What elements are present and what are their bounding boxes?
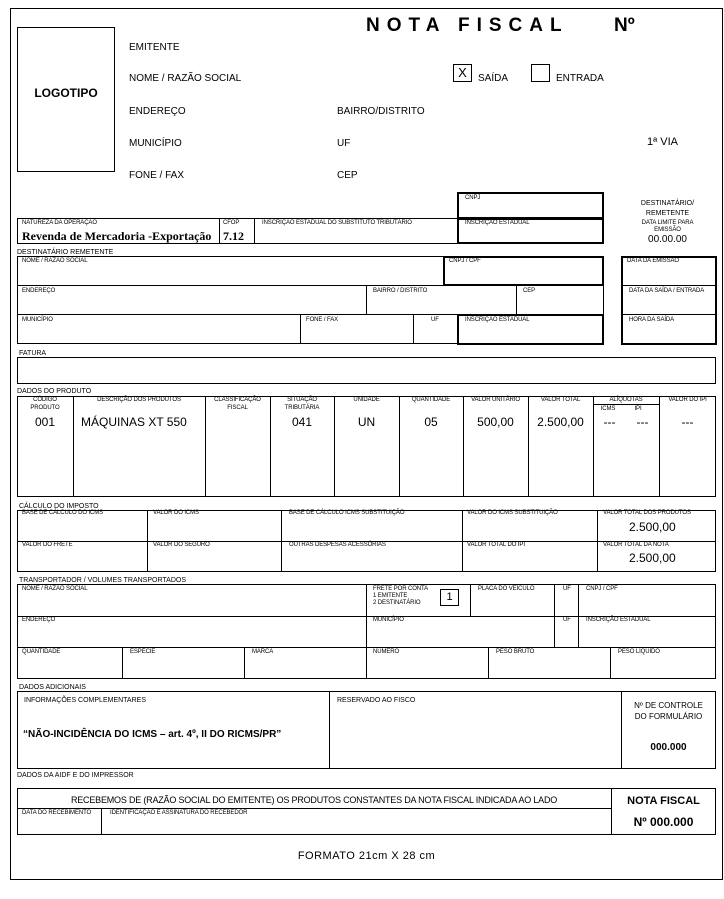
recibo-text: RECEBEMOS DE (RAZÃO SOCIAL DO EMITENTE) OS PRODUTOS CONSTANTES DA NOTA FISCAL INDICADA AO LADO [70,795,558,805]
emitente-municipio-label: MUNICÍPIO [129,138,182,149]
col-icms: ICMS [600,406,616,412]
frete-conta-1: FRETE POR CONTA [373,586,429,592]
dest-cep-label: CEP [523,288,536,294]
dest-municipio-label: MUNICÍPIO [22,317,53,323]
frete-conta-3: 2 DESTINATÁRIO [373,600,421,606]
saida-check-mark: X [458,65,467,80]
controle-label-2: DO FORMULÁRIO [634,712,703,721]
info-compl-label: INFORMAÇÕES COMPLEMENTARES [24,697,146,704]
col-aliquotas: ALÍQUOTAS [609,397,643,403]
col-sit-2: TRIBUTÁRIA [284,405,320,411]
col-unidade: UNIDADE [353,397,380,403]
data-limite-value: 00.00.00 [648,234,687,245]
col-valor-total: VALOR TOTAL [540,397,581,403]
natureza-label: NATUREZA DA OPERAÇÃO [22,220,97,226]
row-unidade: UN [357,415,376,429]
via-label: 1ª VIA [647,136,678,148]
col-codigo-1: CÓDIGO [33,397,57,403]
transp-ie-label: INSCRIÇÃO ESTADUAL [586,617,651,623]
dest-ie-label: INSCRIÇÃO ESTADUAL [465,317,530,323]
numero-label: NÚMERO [373,649,400,655]
frete-conta-value: 1 [446,591,453,603]
total-ipi-label: VALOR TOTAL DO IPI [467,542,525,548]
frete-label: VALOR DO FRETE [22,542,73,548]
row-icms: --- [603,415,616,429]
emitente-bairro-label: BAIRRO/DISTRITO [337,106,425,117]
col-class-2: FISCAL [227,405,248,411]
entrada-checkbox[interactable] [531,64,550,82]
col-ipi: IPI [634,406,642,412]
produtos-section-title: DADOS DO PRODUTO [17,388,92,395]
base-subst-label: BASE DE CÁLCULO ICMS SUBSTITUIÇÃO [289,510,405,516]
row-ipi: --- [636,415,649,429]
transp-endereco-label: ENDEREÇO [22,617,56,623]
emitente-uf-label: UF [337,138,351,149]
destinatario-info-2: REMETENTE [645,210,690,217]
peso-bruto-label: PESO BRUTO [496,649,535,655]
dest-uf-label: UF [431,317,439,323]
col-valor-unitario: VALOR UNITÁRIO [471,397,520,403]
destinatario-info-1: DESTINATÁRIO/ [640,200,695,207]
data-emissao-label: DATA DA EMISSÃO [627,258,679,264]
dest-nome-label: NOME / RAZÃO SOCIAL [22,258,88,264]
data-saida-label: DATA DA SAÍDA / ENTRADA [629,288,705,294]
transp-uf-label: UF [563,586,571,592]
formato-label: FORMATO 21cm X 28 cm [297,850,436,862]
row-valor-unitario: 500,00 [477,415,514,429]
cfop-label: CFOP [223,220,240,226]
placa-label: PLACA DO VEÍCULO [478,586,535,592]
col-sit-1: SITUAÇÃO [287,397,317,403]
col-quantidade: QUANTIDADE [411,397,451,403]
especie-label: ESPÉCIE [130,649,156,655]
col-descricao: DESCRIÇÃO DOS PRODUTOS [97,397,181,403]
recibo-nf-title: NOTA FISCAL [627,795,700,807]
data-limite-1: DATA LIMITE PARA [641,220,694,226]
col-valor-ipi: VALOR DO IPI [668,397,707,403]
info-compl-text: “NÃO-INCIDÊNCIA DO ICMS – art. 4º, II DO RICMS/PR” [23,729,282,740]
emitente-ie-label: INSCRIÇÃO ESTADUAL [465,220,530,226]
dest-bairro-label: BAIRRO / DISTRITO [373,288,428,294]
row-codigo: 001 [34,415,56,429]
data-limite-2: EMISSÃO [654,227,681,233]
valor-subst-label: VALOR DO ICMS SUBSTITUIÇÃO [467,510,558,516]
hora-saida-label: HORA DA SAÍDA [629,317,675,323]
transportador-section-title: TRANSPORTADOR / VOLUMES TRANSPORTADOS [19,577,186,584]
fatura-section-title: FATURA [19,350,47,357]
row-valor-ipi: --- [681,415,694,429]
emitente-cep-label: CEP [337,170,358,181]
imposto-section-title: CÁLCULO DO IMPOSTO [19,503,99,510]
logo-placeholder: LOGOTIPO [34,86,98,100]
base-icms-label: BASE DE CÁLCULO DO ICMS [22,510,104,516]
transp-nome-label: NOME / RAZÃO SOCIAL [22,586,88,592]
ident-recebedor-label: IDENTIFICAÇÃO E ASSINATURA DO RECEBEDOR [110,810,248,816]
data-recebimento-label: DATA DO RECEBIMENTO [22,810,92,816]
transp-uf2-label: UF [563,617,571,623]
dest-fone-label: FONE / FAX [306,317,339,323]
emitente-fone-label: FONE / FAX [129,170,185,181]
seguro-label: VALOR DO SEGURO [153,542,210,548]
saida-label: SAÍDA [478,73,509,84]
row-situacao: 041 [291,415,313,429]
destinatario-section-title: DESTINATÁRIO REMETENTE [17,249,114,256]
recibo-nf-number: Nº 000.000 [633,815,694,829]
document-title: NOTA FISCAL [366,15,569,36]
dest-datas-block [621,256,717,345]
aidf-label: DADOS DA AIDF E DO IMPRESSOR [17,772,134,779]
total-nota-value: 2.500,00 [629,551,676,565]
emitente-cnpj-label: CNPJ [465,195,481,201]
emitente-endereco-label: ENDEREÇO [129,106,186,117]
fatura-box [17,357,716,384]
ie-subst-label: INSCRIÇÃO ESTADUAL DO SUBSTITUTO TRIBUTÁRIO [262,220,412,226]
transp-municipio-label: MUNICÍPIO [373,617,404,623]
row-valor-total: 2.500,00 [537,415,584,429]
dest-endereco-label: ENDEREÇO [22,288,56,294]
natureza-value: Revenda de Mercadoria -Exportação [22,229,212,243]
peso-liquido-label: PESO LÍQUIDO [618,649,660,655]
row-descricao: MÁQUINAS XT 550 [81,415,187,429]
outras-label: OUTRAS DESPESAS ACESSÓRIAS [289,542,386,548]
transp-cnpj-label: CNPJ / CPF [586,586,618,592]
reservado-fisco-label: RESERVADO AO FISCO [337,697,416,704]
quantidade-label: QUANTIDADE [22,649,61,655]
marca-label: MARCA [252,649,274,655]
emitente-label: EMITENTE [129,42,180,53]
valor-icms-label: VALOR DO ICMS [153,510,199,516]
entrada-label: ENTRADA [556,73,604,84]
col-class-1: CLASSIFICAÇÃO [214,397,261,403]
total-nota-label: VALOR TOTAL DA NOTA [603,542,669,548]
controle-label-1: Nº DE CONTROLE [634,701,703,710]
adicionais-section-title: DADOS ADICIONAIS [19,684,86,691]
cfop-value: 7.12 [223,229,244,243]
row-quantidade: 05 [424,415,438,429]
col-codigo-2: PRODUTO [30,405,60,411]
emitente-nome-label: NOME / RAZÃO SOCIAL [129,73,242,84]
number-symbol: Nº [614,15,635,36]
frete-conta-2: 1 EMITENTE [373,593,408,599]
controle-value: 000.000 [650,742,687,753]
dest-cnpj-label: CNPJ / CPF [449,258,481,264]
total-produtos-value: 2.500,00 [629,520,676,534]
total-produtos-label: VALOR TOTAL DOS PRODUTOS [603,510,691,516]
